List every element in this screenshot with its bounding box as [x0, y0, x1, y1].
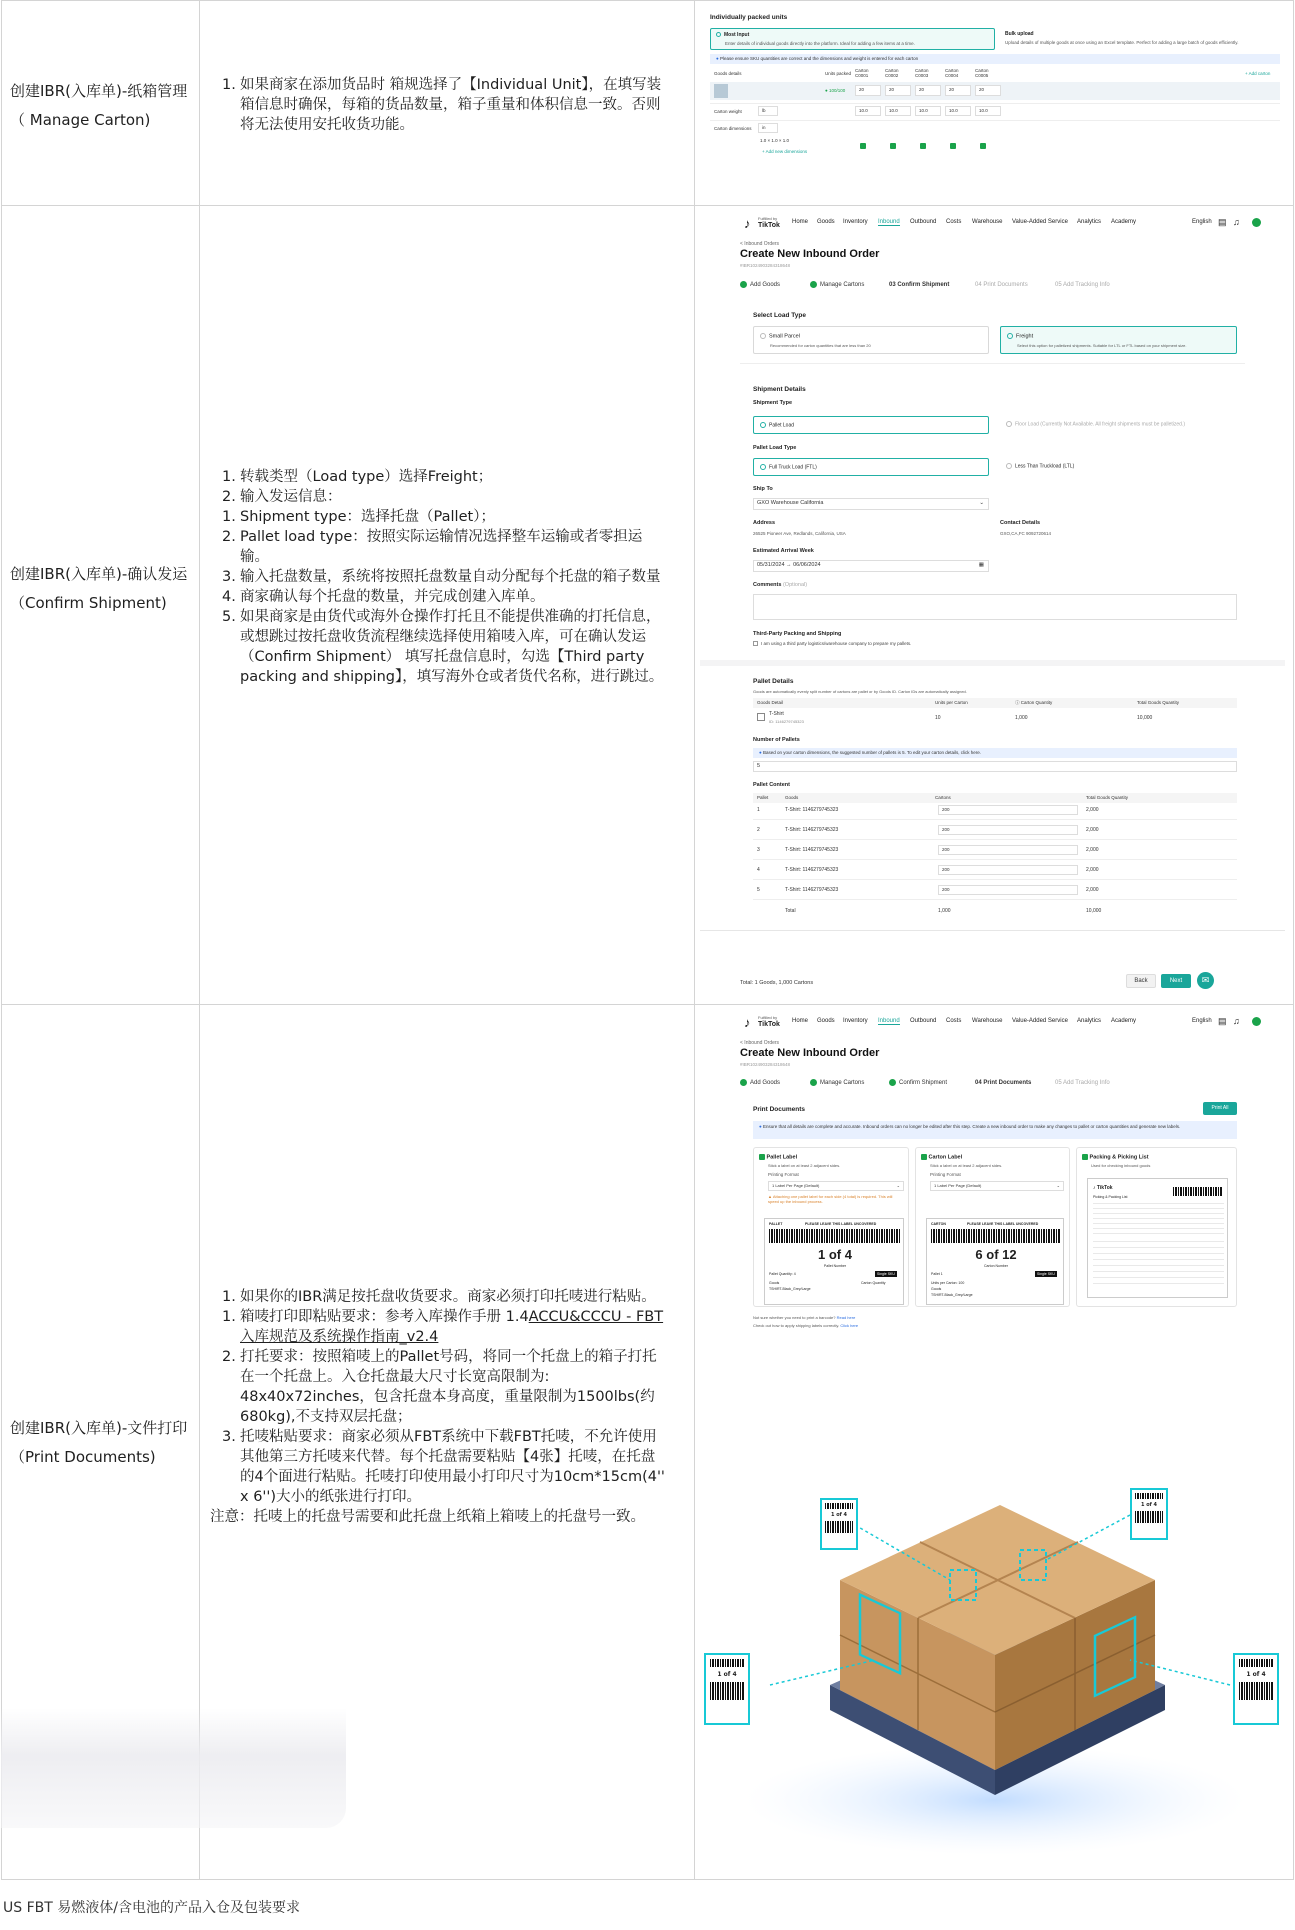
page-title: Create New Inbound Order	[740, 1047, 880, 1059]
col-header: Pallet	[757, 795, 769, 800]
nav-inbound[interactable]: Inbound	[878, 219, 900, 225]
barcode-icon	[769, 1229, 901, 1243]
weight-input[interactable]: 10.0	[885, 106, 911, 116]
table-cell: 2,000	[1086, 827, 1099, 833]
weight-input[interactable]: 10.0	[945, 106, 971, 116]
table-cell: T-Shirt: 1146279745323	[785, 867, 839, 873]
col-divider	[1293, 0, 1294, 1880]
goods-thumbnail	[714, 84, 728, 98]
option-small-parcel[interactable]: Small Parcel Recommended for carton quantities that are less than 20	[753, 326, 989, 354]
row-divider	[753, 819, 1237, 820]
section-title: Select Load Type	[753, 312, 806, 319]
footnote-2: Check out how to apply shipping labels correctly. Click here	[753, 1323, 859, 1328]
list-item: 2. 输入发运信息：	[222, 489, 342, 505]
option-pallet-load[interactable]: Pallet Load	[753, 416, 989, 434]
section-title: Individually packed units	[710, 14, 788, 21]
step-add-goods: Add Goods	[740, 281, 780, 288]
nav-outbound[interactable]: Outbound	[910, 219, 937, 225]
check-icon[interactable]	[950, 137, 956, 155]
back-link[interactable]: < Inbound Orders	[740, 1040, 780, 1046]
nav-vas[interactable]: Value-Added Service	[1012, 219, 1068, 225]
cartons-input[interactable]: 200	[938, 865, 1078, 875]
nav-warehouse[interactable]: Warehouse	[972, 1018, 1003, 1024]
col-header: Goods details	[714, 71, 742, 76]
goods-name: T-Shirt	[769, 711, 784, 717]
screenshot-confirm-shipment: ♪ Fulfilled by TikTok Home Goods Inventory Inbound Outbound Costs Warehouse Value-Added Service Analytics Academy English ▤ ♫ < Inbound Orders Create New Inbound Order #IBR1024903284318648 Add Goods Manage Cartons 03 Confirm Shipment 04 Print Documents 05 Add Tracking Info Select Load Type Small Parcel Recommended for carton quantities that are less than 20 Freight Select this option for palletized shipments. Suitable for LTL or FTL based on your shipment size. Shipment Details Shipment Type Pallet Load Floor Load (Currently Not Available. All freight shipments must be palletized.) Pallet Load Type Full Truck Load (FTL) Less Than Truckload (LTL) Ship To GXO Warehouse California ⌄ Address 26525 Pioneer Ave, Redlands, California, USA Contact Details GXO,CA,FC 9092720614 Estimated Arrival Week 05/31/2024 → 06/06/2024 ▦ Comments (Optional) Third-Party Packing and Shipping I am using a third party logistics/warehouse company to prepare my pallets. Pallet Details Goods are automatically evenly split number of cartons are pallet or by Goods ID. Carton IDs are automatically assigned. Goods Detail Units per Carton ⓘ Carton Quantity Total Goods Quantity T-Shirt ID: 1146279745323 10 1,000 10,000 Number of Pallets ● Based on your carton dimensions, the suggested number of pallets is 5. To edit your carton details, click here. 5 Pallet Content Pallet Goods Cartons Total Goods Quantity 1 T-Shirt: 1146279745323 200 2,000 2 T-Shirt: 1146279745323 200 2,000 3 T-Shirt: 1146279745323 200 2,000 4 T-Shirt: 1146279745323 200 2,000 5 T-Shirt: 1146279745323 200 2,000 Total 1,000 10,000 Total: 1 Goods, 1,000 Cartons Back Next ✉	[700, 208, 1285, 998]
total-label: Total	[785, 908, 796, 914]
pallet-boxes-icon	[700, 1470, 1285, 1860]
step-add-tracking: 05 Add Tracking Info	[1055, 1080, 1110, 1086]
weight-input[interactable]: 10.0	[975, 106, 1001, 116]
packing-list-preview: ♪ TikTok Picking & Packing List	[1087, 1178, 1228, 1298]
document-icon[interactable]: ▤	[1218, 217, 1227, 227]
number-of-pallets-input[interactable]: 5	[753, 761, 1237, 772]
list-item: 1. 转载类型（Load type）选择Freight；	[222, 469, 493, 485]
list-item: 3. 输入托盘数量，系统将按照托盘数量自动分配每个托盘的箱子数量	[222, 569, 661, 585]
language-select[interactable]: English	[1192, 219, 1212, 225]
col-header: Units per Carton	[935, 700, 968, 705]
page-footer: US FBT 易燃液体/含电池的产品入仓及包装要求	[3, 1900, 300, 1916]
brand-name: TikTok	[758, 222, 780, 229]
weight-input[interactable]: 10.0	[855, 106, 881, 116]
packing-list-checkbox[interactable]: Packing & Picking List	[1082, 1154, 1149, 1160]
nav-inbound[interactable]: Inbound	[878, 1018, 900, 1024]
info-icon: ⓘ	[1015, 700, 1020, 705]
eta-date-picker[interactable]: 05/31/2024 → 06/06/2024 ▦	[753, 560, 989, 572]
nav-academy[interactable]: Academy	[1111, 1018, 1137, 1024]
nav-goods[interactable]: Goods	[817, 1018, 835, 1024]
cartons-input[interactable]: 200	[938, 805, 1078, 815]
table-cell: T-Shirt: 1146279745323	[785, 887, 839, 893]
col-header: Carton C0002	[885, 68, 899, 78]
table-cell: 5	[757, 887, 760, 893]
row-text-manage-carton	[210, 75, 665, 135]
row-label-print-documents: 创建IBR(入库单)-文件打印（Print Documents)	[10, 1419, 188, 1466]
pallet-illustration	[700, 1470, 1285, 1860]
info-bar: ● Ensure that all details are complete and accurate. Inbound orders can no longer be edited after this step. Create a new inbound order to make any changes to pallet or carton quantities and generate new labels.	[753, 1121, 1237, 1139]
list-item: 2. Pallet load type：按照实际运输情况选择整车运输或者零担运输。	[222, 529, 643, 565]
calendar-icon: ▦	[978, 562, 984, 568]
row-text-print-documents	[210, 1287, 665, 1532]
step-print-documents: 04 Print Documents	[975, 282, 1028, 288]
list-item: 2. 打托要求：按照箱唛上的Pallet号码，将同一个托盘上的箱子打托在一个托盘上。入仓托盘最大尺寸长宽高限制为: 48x40x72inches，包含托盘本身高度，重量限制为1500lbs(约680kg),不支持双层托盘；	[222, 1349, 657, 1425]
qty-input[interactable]: 20	[885, 85, 911, 96]
check-icon[interactable]	[920, 137, 926, 155]
weight-label: Carton weight	[714, 109, 742, 114]
step-add-goods: Add Goods	[740, 1079, 780, 1086]
goods-id: ID: 1146279745323	[769, 719, 804, 724]
nav-inventory[interactable]: Inventory	[843, 1018, 868, 1024]
avatar[interactable]	[1252, 218, 1261, 227]
row-divider	[753, 839, 1237, 840]
barcode-icon	[931, 1229, 1061, 1243]
list-item: 3. 托唛粘贴要求：商家必须从FBT系统中下载FBT托唛，不允许使用其他第三方托唛来代替。每个托盘需要粘贴【4张】托唛，在托盘的4个面进行粘贴。托唛打印使用最小打印尺寸为10cm*15cm(4'' x 6'')大小的纸张进行打印。	[222, 1429, 665, 1505]
nav-analytics[interactable]: Analytics	[1077, 219, 1102, 225]
language-select[interactable]: English	[1192, 1018, 1212, 1024]
carton-label-preview: CARTON PLEASE LEAVE THIS LABEL UNCOVERED 6 of 12 Carton Number Pallet 1 Single SKU Units per Carton: 100 Goods TSHIRT-Black_Grey/Large	[926, 1218, 1064, 1305]
pallet-format-select[interactable]: 1 Label Per Page (Default) ⌄	[768, 1181, 904, 1191]
option-bulk-upload[interactable]: Bulk upload Upload details of multiple goods at once using an Excel template. Perfect for adding a large batch of goods efficiently.	[1000, 28, 1280, 50]
pallet-label-checkbox[interactable]: Pallet Label	[759, 1154, 797, 1160]
note-text: 注意：托唛上的托盘号需要和此托盘上纸箱上箱唛上的托盘号一致。	[210, 1509, 645, 1525]
qty-input[interactable]: 20	[975, 85, 1001, 96]
contact-value: GXO,CA,FC 9092720614	[1000, 531, 1052, 536]
barcode-icon	[1173, 1187, 1223, 1196]
qty-input[interactable]: 20	[915, 85, 941, 96]
step-manage-cartons: Manage Cartons	[810, 1079, 864, 1086]
avatar[interactable]	[1252, 1017, 1261, 1026]
section-title: Shipment Details	[753, 386, 806, 393]
top-nav: ♪ Fulfilled by TikTok Home Goods Inventory Inbound Outbound Costs Warehouse Value-Added Service Analytics Academy English ▤ ♫	[700, 214, 1285, 234]
pallet-number: 1 of 4	[818, 1247, 852, 1262]
units-packed: ● 100/100	[825, 88, 846, 93]
option-freight[interactable]: Freight Select this option for palletized shipments. Suitable for LTL or FTL based on your shipment size.	[1000, 326, 1237, 354]
warning-icon: ▲	[768, 1194, 772, 1199]
add-carton-link[interactable]: + Add carton	[1245, 71, 1271, 76]
document-icon[interactable]: ▤	[1218, 1016, 1227, 1026]
cartons-input[interactable]: 200	[938, 845, 1078, 855]
row-divider	[753, 899, 1237, 900]
col-header: Carton C0004	[945, 68, 959, 78]
table-cell: 3	[757, 847, 760, 853]
back-link[interactable]: < Inbound Orders	[740, 241, 780, 247]
bell-icon[interactable]: ♫	[1233, 217, 1240, 227]
table-cell: 2,000	[1086, 807, 1099, 813]
nav-goods[interactable]: Goods	[817, 219, 835, 225]
table-border-bottom	[1, 1879, 1294, 1880]
step-add-tracking: 05 Add Tracking Info	[1055, 282, 1110, 288]
list-item: 1. 如果你的IBR满足按托盘收货要求。商家必须打印托唛进行粘贴。	[222, 1289, 656, 1305]
table-cell: 2	[757, 827, 760, 833]
address-value: 26525 Pioneer Ave, Redlands, California, USA	[753, 531, 846, 536]
col-header: Goods	[785, 795, 799, 800]
label-callout: 1 of 4	[704, 1653, 750, 1725]
carton-format-select[interactable]: 1 Label Per Page (Default) ⌄	[930, 1181, 1064, 1191]
third-party-checkbox[interactable]: I am using a third party logistics/warehouse company to prepare my pallets.	[753, 641, 911, 646]
col-header: Carton C0001	[855, 68, 869, 78]
table-cell: 2,000	[1086, 867, 1099, 873]
table-cell: 2,000	[1086, 887, 1099, 893]
click-here-link[interactable]: Click here	[840, 1323, 859, 1328]
nav-home[interactable]: Home	[792, 219, 809, 225]
qty-input[interactable]: 20	[855, 85, 881, 96]
table-cell: T-Shirt: 1146279745323	[785, 847, 839, 853]
add-dimensions-link[interactable]: + Add new dimensions	[762, 149, 808, 154]
screenshot-manage-carton	[700, 6, 1285, 198]
table-cell: T-Shirt: 1146279745323	[785, 807, 839, 813]
list-item: 1. Shipment type：选择托盘（Pallet）；	[222, 509, 495, 525]
nav-costs[interactable]: Costs	[946, 1018, 962, 1024]
list-item: 1. 箱唛打印即粘贴要求：参考入库操作手册 1.4ACCU&CCCU - FBT入库规范及系统操作指南_v2.4	[222, 1309, 664, 1345]
check-icon[interactable]	[980, 137, 986, 155]
section-title: Print Documents	[753, 1106, 806, 1113]
tshirt-icon	[757, 713, 765, 721]
dim-label: Carton dimensions	[714, 126, 752, 131]
cartons-input[interactable]: 200	[938, 885, 1078, 895]
option-ftl[interactable]: Full Truck Load (FTL)	[753, 458, 989, 476]
table-cell: 1	[757, 807, 760, 813]
nav-academy[interactable]: Academy	[1111, 219, 1137, 225]
tiktok-logo-icon: ♪	[744, 1015, 751, 1030]
bottom-total: Total: 1 Goods, 1,000 Cartons	[740, 980, 814, 986]
pallet-label-preview: PALLET PLEASE LEAVE THIS LABEL UNCOVERED 1 of 4 Pallet Number Pallet Quantity: 4 Single SKU Goods Carton Quantity TSHIRT-Black_Grey/Large	[764, 1218, 904, 1305]
carton-number: 6 of 12	[975, 1247, 1017, 1262]
next-button[interactable]: Next	[1161, 974, 1191, 988]
col-header: Carton C0005	[975, 68, 989, 78]
col-divider	[199, 0, 200, 1880]
row-label-manage-carton: 创建IBR(入库单)-纸箱管理（ Manage Carton)	[10, 82, 188, 129]
bell-icon[interactable]: ♫	[1233, 1016, 1240, 1026]
tiktok-logo-icon: ♪ TikTok	[1093, 1185, 1113, 1191]
page-title: Create New Inbound Order	[740, 248, 880, 260]
info-bar: ● Please ensure SKU quantities are correct and the dimensions and weight is entered for each carton	[710, 54, 1280, 64]
nav-home[interactable]: Home	[792, 1018, 809, 1024]
pallet-label-card: Pallet Label Stick a label on at least 2 adjacent sides. Printing Format 1 Label Per Page (Default) ⌄ ▲ Attaching one pallet label for each side (4 total) is required. This will speed up the inbound process. PALLET PLEASE LEAVE THIS LABEL UNCOVERED 1 of 4 Pallet Number Pallet Quantity: 4 Single SKU Goods Carton Quantity TSHIRT-Black_Grey/Large	[753, 1147, 909, 1307]
print-all-button[interactable]: Print All	[1203, 1102, 1237, 1115]
col-header: Carton Quantity	[1020, 700, 1053, 705]
comments-label: Comments (Optional)	[753, 582, 808, 588]
col-header: Total Goods Quantity	[1086, 795, 1129, 800]
list-item: 4. 商家确认每个托盘的数量，并完成创建入库单。	[222, 589, 545, 605]
packing-list-card: Packing & Picking List Used for checking inbound goods ♪ TikTok Picking & Packing List	[1076, 1147, 1237, 1307]
option-ltl[interactable]: Less Than Truckload (LTL)	[1006, 463, 1074, 469]
guide-link[interactable]: ACCU&CCCU - FBT入库规范及系统操作指南_v2.4	[240, 1309, 664, 1345]
qty-input[interactable]: 20	[945, 85, 971, 96]
carton-label-card: Carton Label Stick a label on at least 2 adjacent sides. Printing Format 1 Label Per Page (Default) ⌄ CARTON PLEASE LEAVE THIS LABEL UNCOVERED 6 of 12 Carton Number Pallet 1 Single SKU Units per Carton: 100 Goods TSHIRT-Black_Grey/Large	[915, 1147, 1070, 1307]
info-bar: ● Based on your carton dimensions, the suggested number of pallets is 5. To edit your carton details, click here.	[753, 748, 1237, 758]
step-confirm-shipment: Confirm Shipment	[889, 1079, 947, 1086]
nav-vas[interactable]: Value-Added Service	[1012, 1018, 1068, 1024]
back-button[interactable]: Back	[1126, 974, 1156, 988]
screenshot-print-documents	[700, 1009, 1285, 1409]
col-header: Total Goods Quantity	[1137, 700, 1180, 705]
label-callout: 1 of 4	[820, 1498, 858, 1550]
row-divider	[753, 859, 1237, 860]
list-item: 5. 如果商家是由货代或海外仓操作打托且不能提供准确的打托信息，或想跳过按托盘收货流程继续选择使用箱唛入库，可在确认发运（Confirm Shipment） 填写托盘信息时，勾选【Third party packing and shipping】，填写海外仓或者货代名称，进行跳过。	[222, 609, 664, 685]
nav-warehouse[interactable]: Warehouse	[972, 219, 1003, 225]
col-header: Units packed	[825, 71, 852, 76]
list-item: 1. 如果商家在添加货品时 箱规选择了【Individual Unit】，在填写装箱信息时确保，每箱的货品数量，箱子重量和体积信息一致。否则将无法使用安托收货功能。	[222, 77, 662, 133]
nav-outbound[interactable]: Outbound	[910, 1018, 937, 1024]
top-nav: ♪ Fulfilled by TikTok Home Goods Inventory Inbound Outbound Costs Warehouse Value-Added Service Analytics Academy English ▤ ♫	[700, 1013, 1285, 1033]
comments-textarea[interactable]	[753, 594, 1237, 620]
step-manage-cartons: Manage Cartons	[810, 281, 864, 288]
cartons-input[interactable]: 200	[938, 825, 1078, 835]
warning-text: ▲ Attaching one pallet label for each side (4 total) is required. This will speed up the inbound process.	[768, 1194, 893, 1204]
carton-label-checkbox[interactable]: Carton Label	[921, 1154, 962, 1160]
order-id: #IBR1024903284318648	[740, 1062, 791, 1067]
step-confirm-shipment: 03 Confirm Shipment	[889, 282, 950, 288]
col-divider	[1, 0, 2, 1880]
fade-overlay	[1, 1708, 346, 1828]
nav-costs[interactable]: Costs	[946, 219, 962, 225]
col-header: Cartons	[935, 795, 951, 800]
table-cell: 4	[757, 867, 760, 873]
row-divider	[753, 879, 1237, 880]
check-icon[interactable]	[890, 137, 896, 155]
order-id: #IBR1024903284318648	[740, 263, 791, 268]
total-cartons: 1,000	[938, 908, 951, 914]
dim-unit-select[interactable]: in	[758, 123, 778, 133]
label-callout: 1 of 4	[1233, 1653, 1279, 1725]
col-header: Goods Detail	[757, 700, 784, 705]
table-cell: 2,000	[1086, 847, 1099, 853]
chat-icon[interactable]: ✉	[1197, 972, 1214, 989]
table-cell: T-Shirt: 1146279745323	[785, 827, 839, 833]
label-callout: 1 of 4	[1130, 1488, 1168, 1540]
dim-values: 1.0 × 1.0 × 1.0	[760, 138, 790, 143]
row-divider	[1, 1004, 1294, 1005]
table-border-top	[1, 0, 1294, 1]
row-text-confirm-shipment	[210, 467, 665, 687]
read-here-link[interactable]: Read here	[836, 1315, 856, 1320]
option-most-input[interactable]: Most Input Enter details of individual goods directly into the platform. Ideal for adding a few items at a time.	[710, 28, 995, 50]
col-divider	[694, 0, 695, 1880]
weight-unit-select[interactable]: lb	[758, 106, 778, 116]
col-header: Carton C0003	[915, 68, 929, 78]
row-divider	[1, 205, 1294, 206]
weight-input[interactable]: 10.0	[915, 106, 941, 116]
total-goods: 10,000	[1086, 908, 1102, 914]
tiktok-logo-icon: ♪	[744, 216, 751, 231]
step-print-documents: 04 Print Documents	[975, 1080, 1032, 1086]
ship-to-select[interactable]: GXO Warehouse California ⌄	[753, 498, 989, 510]
option-floor-load: Floor Load (Currently Not Available. All freight shipments must be palletized.)	[1006, 421, 1185, 427]
nav-inventory[interactable]: Inventory	[843, 219, 868, 225]
nav-analytics[interactable]: Analytics	[1077, 1018, 1102, 1024]
row-label-confirm-shipment: 创建IBR(入库单)-确认发运（Confirm Shipment)	[10, 565, 188, 612]
check-icon[interactable]	[860, 137, 866, 155]
section-title: Pallet Details	[753, 678, 794, 685]
footnote-1: Not sure whether you need to print a barcode? Read here	[753, 1315, 856, 1320]
